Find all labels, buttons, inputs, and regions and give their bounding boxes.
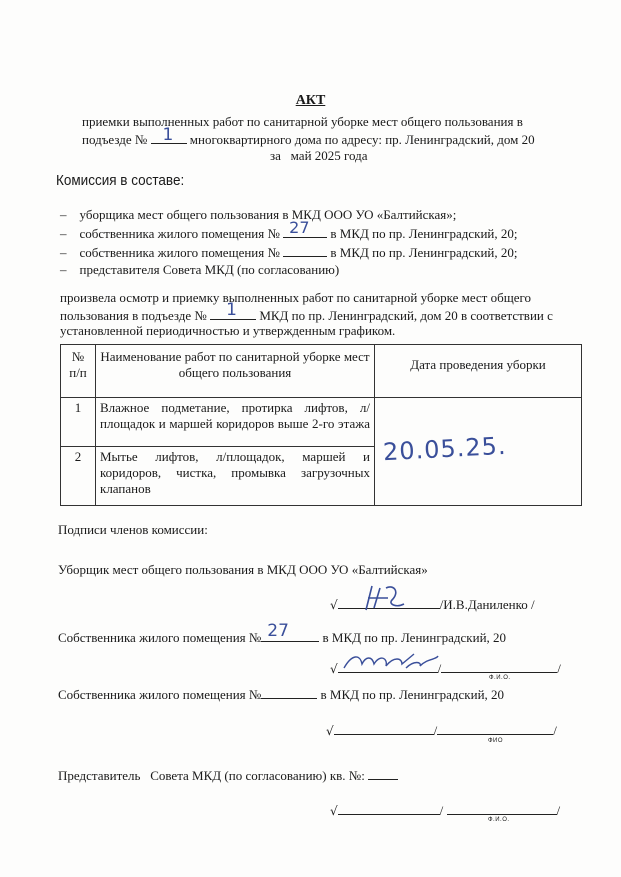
header-period: за май 2025 года: [270, 148, 368, 163]
header-work: Наименование работ по санитарной уборке мест общего пользования: [96, 345, 375, 398]
signatures-heading: Подписи членов комиссии:: [58, 522, 208, 537]
owner-1-signature-line: √ / /: [330, 661, 561, 676]
commission-item-2: – собственника жилого помещения № 27 в МКД по пр. Ленинградский, 20;: [60, 218, 518, 241]
row-number: 1: [61, 398, 96, 447]
statement-entrance-handwritten: 1: [226, 300, 237, 320]
table-row: [61, 398, 582, 447]
entrance-number-blank: [151, 125, 187, 145]
commission-item-1: – уборщика мест общего пользования в МКД ООО УО «Балтийская»;: [60, 207, 457, 222]
owner-1-number-handwritten: 27: [267, 621, 289, 641]
statement-line-2: пользования в подъезде № 1 МКД по пр. Ленинградский, дом 20 в соответствии с: [60, 300, 553, 323]
commission-heading: Комиссия в составе:: [56, 172, 185, 189]
owner-2-fio-caption: ФИО: [488, 738, 504, 744]
owner-number-blank-2: [283, 244, 327, 257]
row-work: Мытье лифтов, л/площадок, маршей и коридоров, чистка, промывка загрузочных клапанов: [96, 447, 375, 506]
owner-2-number-blank: [261, 686, 317, 699]
header-line-1: приемки выполненных работ по санитарной уборке мест общего пользования в: [82, 114, 523, 129]
table-header-row: [61, 345, 582, 398]
entrance-number-handwritten: 1: [162, 125, 174, 145]
owner-1-line: Собственника жилого помещения № 27 в МКД по пр. Ленинградский, 20: [58, 621, 507, 645]
header-number: № п/п: [61, 345, 96, 398]
owner-1-fio-caption: Ф.И.О.: [489, 675, 511, 681]
row-work: Влажное подметание, протирка лифтов, л/площадок и маршей коридоров выше 2-го этажа: [96, 398, 375, 447]
owner-2-signature-line: √ / /: [326, 723, 557, 738]
owner-1-signature: [342, 650, 442, 674]
representative-fio-caption: Ф.И.О.: [488, 817, 510, 823]
statement-entrance-blank: [210, 300, 256, 320]
header-date: Дата проведения уборки: [375, 345, 582, 398]
representative-line: Представитель Совета МКД (по согласованию) кв. №:: [58, 767, 398, 784]
cleaning-date-handwritten: 20.05.25.: [382, 431, 508, 467]
owner-1-number-blank: [261, 621, 319, 642]
works-table: [60, 344, 582, 506]
representative-signature-line: √ / /: [330, 803, 561, 818]
apartment-number-blank: [368, 767, 398, 780]
owner-number-blank: [283, 218, 327, 238]
date-cell: [375, 398, 582, 506]
commission-item-3: – собственника жилого помещения № в МКД по пр. Ленинградский, 20;: [60, 245, 518, 260]
owner-2-line: Собственника жилого помещения № в МКД по пр. Ленинградский, 20: [58, 687, 505, 702]
document-title: АКТ: [295, 93, 326, 108]
statement-line-1: произвела осмотр и приемку выполненных работ по санитарной уборке мест общего: [60, 290, 532, 305]
cleaner-label: Уборщик мест общего пользования в МКД ООО УО «Балтийская»: [58, 562, 428, 577]
row-number: 2: [61, 447, 96, 506]
owner-number-handwritten: 27: [289, 218, 310, 237]
statement-line-3: установленной периодичностью и утвержденным графиком.: [60, 323, 396, 338]
cleaner-signature-line: √ /И.В.Даниленко /: [330, 597, 535, 612]
cleaner-signature: [360, 582, 410, 614]
commission-item-4: – представителя Совета МКД (по согласованию): [60, 262, 340, 277]
header-line-2: подъезде № 1 многоквартирного дома по адресу: пр. Ленинградский, дом 20: [82, 125, 535, 147]
